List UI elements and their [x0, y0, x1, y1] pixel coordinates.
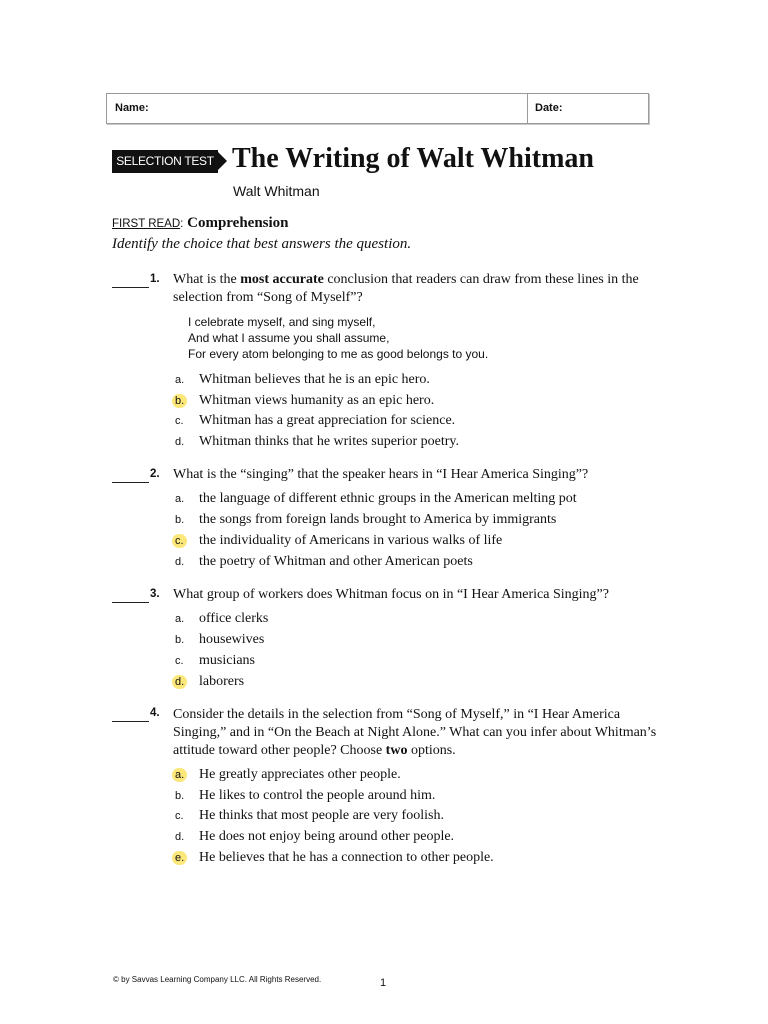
option-text: the language of different ethnic groups in the American melting pot	[199, 491, 577, 506]
option-text: housewives	[199, 632, 265, 647]
option-b[interactable]	[0, 631, 768, 651]
option-text: the individuality of Americans in various walks of life	[199, 533, 503, 548]
option-c[interactable]	[0, 412, 768, 432]
option-c[interactable]	[0, 807, 768, 827]
option-b[interactable]	[0, 787, 768, 807]
option-b[interactable]	[0, 392, 768, 412]
option-letter: d.	[175, 556, 185, 568]
option-d[interactable]	[0, 673, 768, 693]
option-text: the songs from foreign lands brought to America by immigrants	[199, 512, 557, 527]
poem-line: For every atom belonging to me as good belongs to you.	[188, 347, 489, 361]
poem-excerpt	[188, 314, 488, 362]
option-b[interactable]	[0, 511, 768, 531]
answer-blank[interactable]	[112, 482, 149, 483]
date-label: Date:	[535, 102, 563, 114]
option-letter-highlighted: a.	[172, 768, 187, 782]
option-text: the poetry of Whitman and other American poets	[199, 554, 473, 569]
section-label: FIRST READ	[112, 218, 181, 230]
question-text: What group of workers does Whitman focus on in “I Hear America Singing”?	[173, 587, 609, 602]
option-letter: b.	[175, 634, 185, 646]
option-a[interactable]	[0, 610, 768, 630]
option-text: He likes to control the people around him.	[199, 788, 436, 803]
option-c[interactable]	[0, 652, 768, 672]
question-number: 2.	[150, 468, 160, 480]
option-a[interactable]	[0, 490, 768, 510]
option-letter: b.	[175, 514, 185, 526]
option-text: Whitman believes that he is an epic hero.	[199, 372, 430, 387]
option-d[interactable]	[0, 433, 768, 453]
author-name: Walt Whitman	[233, 183, 320, 199]
section-colon: :	[180, 218, 184, 230]
page-title: The Writing of Walt Whitman	[232, 143, 594, 174]
answer-blank[interactable]	[112, 721, 149, 722]
answer-blank[interactable]	[112, 287, 149, 288]
option-text: He thinks that most people are very foolish.	[199, 808, 444, 823]
option-letter: a.	[175, 374, 185, 386]
option-letter: c.	[175, 810, 184, 822]
option-letter-highlighted: d.	[172, 675, 187, 689]
option-text: He does not enjoy being around other people.	[199, 829, 455, 844]
option-letter: a.	[175, 493, 185, 505]
question-number: 4.	[150, 707, 160, 719]
option-text: musicians	[199, 653, 255, 668]
instructions: Identify the choice that best answers the question.	[112, 236, 412, 252]
option-letter: c.	[175, 415, 184, 427]
header-divider	[527, 94, 528, 123]
option-letter: a.	[175, 613, 185, 625]
badge-arrow-icon	[218, 152, 227, 170]
option-text: He greatly appreciates other people.	[199, 767, 401, 782]
poem-line: And what I assume you shall assume,	[188, 331, 390, 345]
option-letter: d.	[175, 436, 185, 448]
copyright-footer: © by Savvas Learning Company LLC. All Rights Reserved.	[113, 975, 322, 984]
option-text: Whitman views humanity as an epic hero.	[199, 393, 435, 408]
option-letter-highlighted: e.	[172, 851, 187, 865]
question-text: What is the “singing” that the speaker hears in “I Hear America Singing”?	[173, 467, 589, 482]
option-letter: b.	[175, 790, 185, 802]
question-number: 3.	[150, 588, 160, 600]
answer-blank[interactable]	[112, 602, 149, 603]
option-c[interactable]	[0, 532, 768, 552]
question-text: What is the most accurate conclusion that readers can draw from these lines in the selection from “Song of Myself”?	[173, 272, 639, 305]
option-a[interactable]	[0, 371, 768, 391]
question-text: Consider the details in the selection from “Song of Myself,” in “I Hear America Singing,” and in “On the Beach at Night Alone.” What can you infer about Whitman’s attitude toward other people? Choose two options.	[173, 707, 657, 758]
option-text: laborers	[199, 674, 245, 689]
option-letter-highlighted: b.	[172, 394, 187, 408]
option-text: Whitman thinks that he writes superior poetry.	[199, 434, 459, 449]
name-label: Name:	[115, 102, 149, 114]
option-d[interactable]	[0, 828, 768, 848]
option-text: Whitman has a great appreciation for science.	[199, 413, 456, 428]
option-d[interactable]	[0, 553, 768, 573]
poem-line: I celebrate myself, and sing myself,	[188, 315, 376, 329]
section-heading	[112, 215, 289, 232]
option-letter-highlighted: c.	[172, 534, 187, 548]
page-number: 1	[380, 977, 387, 989]
option-letter: c.	[175, 655, 184, 667]
header-box	[106, 93, 649, 124]
option-letter: d.	[175, 831, 185, 843]
option-a[interactable]	[0, 766, 768, 786]
option-text: office clerks	[199, 611, 269, 626]
question-number: 1.	[150, 273, 160, 285]
selection-test-badge: SELECTION TEST	[112, 150, 218, 173]
section-subtitle: Comprehension	[187, 215, 289, 231]
option-text: He believes that he has a connection to other people.	[199, 850, 494, 865]
option-e[interactable]	[0, 849, 768, 869]
